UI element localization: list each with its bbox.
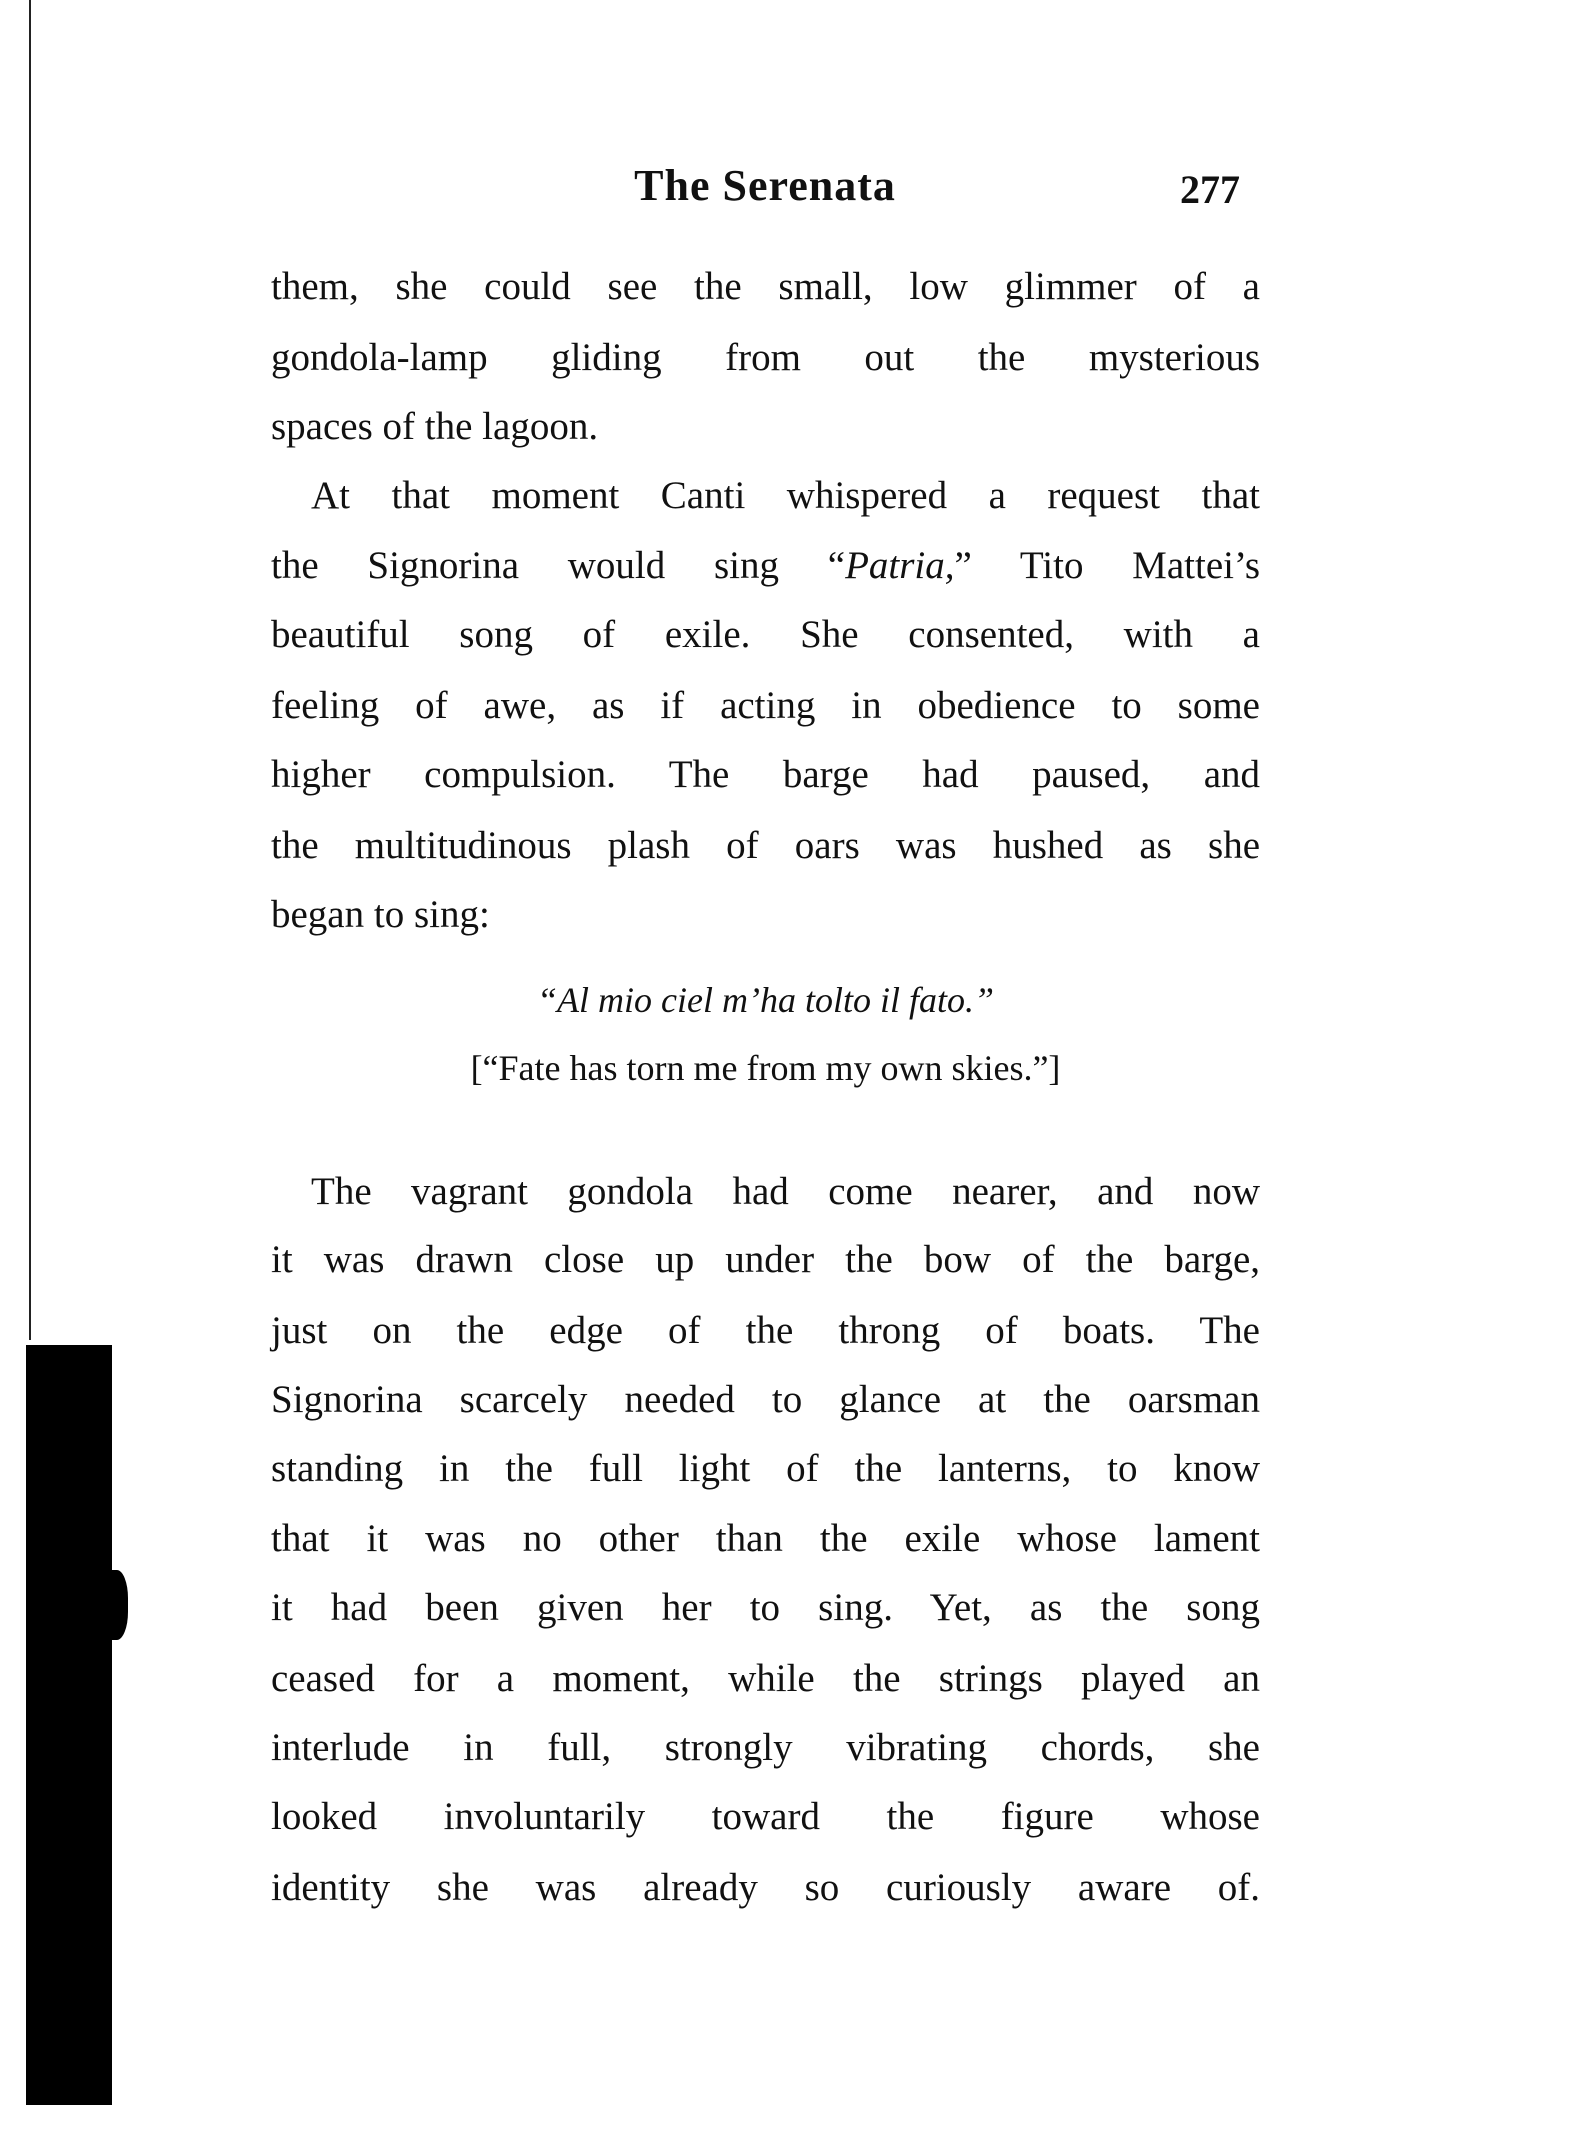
- text-line: interlude in full, strongly vibrating chords, she: [271, 1726, 1260, 1769]
- text-line: the multitudinous plash of oars was hushed as she: [271, 824, 1260, 867]
- text-line: [271, 541, 1260, 591]
- scan-binding-shadow: [26, 1345, 112, 2105]
- text-line: higher compulsion. The barge had paused, and: [271, 753, 1260, 796]
- text-line: beautiful song of exile. She consented, with a: [271, 613, 1260, 656]
- text-segment: ” Tito Mattei’s: [954, 544, 1260, 587]
- quote-italian: “Al mio ciel m’ha tolto il fato.”: [537, 980, 994, 1020]
- text-line: Signorina scarcely needed to glance at the oarsman: [271, 1378, 1260, 1421]
- text-line: At that moment Canti whispered a request that: [311, 474, 1260, 517]
- text-line: that it was no other than the exile whose lament: [271, 1517, 1260, 1560]
- text-line: them, she could see the small, low glimmer of a: [271, 265, 1260, 308]
- text-line: just on the edge of the throng of boats. The: [271, 1309, 1260, 1352]
- text-segment: the Signorina would sing “: [271, 544, 846, 587]
- text-line: The vagrant gondola had come nearer, and now: [311, 1170, 1260, 1213]
- song-title-italic: Patria,: [845, 544, 955, 587]
- text-line: it was drawn close up under the bow of the barge,: [271, 1238, 1260, 1281]
- running-header-title: The Serenata: [634, 161, 896, 210]
- text-line: feeling of awe, as if acting in obedience to some: [271, 684, 1260, 727]
- text-line: identity she was already so curiously aware of.: [271, 1866, 1260, 1909]
- scan-binding-shadow-bump: [100, 1570, 128, 1640]
- text-line: it had been given her to sing. Yet, as the song: [271, 1586, 1260, 1629]
- text-line: gondola-lamp gliding from out the mysterious: [271, 336, 1260, 379]
- text-line: looked involuntarily toward the figure whose: [271, 1795, 1260, 1838]
- text-line: began to sing:: [271, 893, 490, 936]
- text-line: ceased for a moment, while the strings played an: [271, 1657, 1260, 1700]
- page-edge-line: [29, 0, 31, 1340]
- quote-translation: [“Fate has torn me from my own skies.”]: [470, 1048, 1061, 1088]
- page-number: 277: [1180, 167, 1240, 212]
- text-line: spaces of the lagoon.: [271, 405, 599, 448]
- text-line: standing in the full light of the lanterns, to know: [271, 1447, 1260, 1490]
